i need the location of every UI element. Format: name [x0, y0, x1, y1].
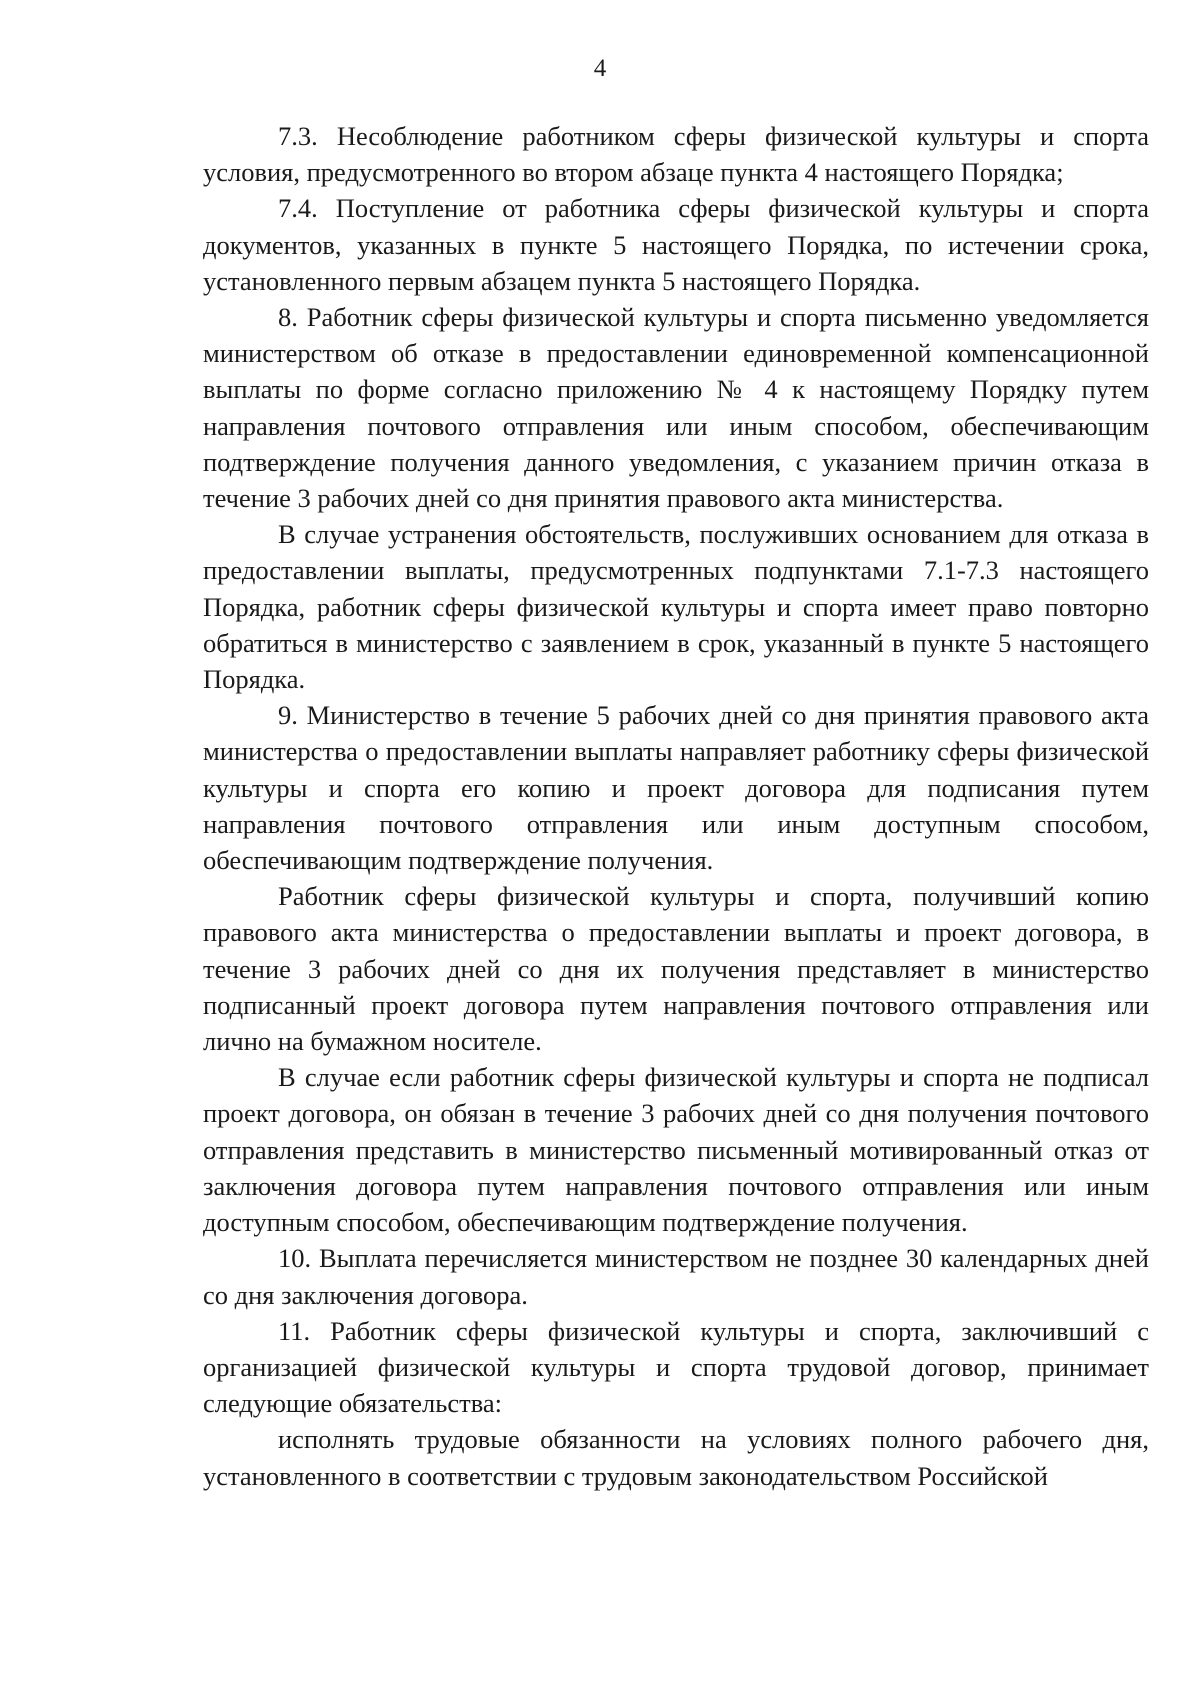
paragraph-9: 9. Министерство в течение 5 рабочих дней со дня принятия правового акта министерства о предоставлении выплаты направляет работнику сферы физической культуры и спорта его копию и проект договора для подписания путем направления почтового отправления или иным доступным способом, обеспечивающим подтверждение получения. [203, 700, 1149, 876]
paragraph-7-4: 7.4. Поступление от работника сферы физической культуры и спорта документов, указанных в пункте 5 настоящего Порядка, по истечении срока, установленного первым абзацем пункта 5 настоящего Порядка. [203, 193, 1149, 296]
paragraph-9-continuation-1: Работник сферы физической культуры и спорта, получивший копию правового акта министерства о предоставлении выплаты и проект договора, в течение 3 рабочих дней со дня их получения представляет в министерство подписанный проект договора путем направления почтового отправления или лично на бумажном носителе. [203, 881, 1149, 1057]
paragraph-11-obligation-1: исполнять трудовые обязанности на условиях полного рабочего дня, установленного в соответствии с трудовым законодательством Российской [203, 1424, 1149, 1491]
paragraph-8: 8. Работник сферы физической культуры и спорта письменно уведомляется министерством об отказе в предоставлении единовременной компенсационной выплаты по форме согласно приложению № 4 к настоящему Порядку путем направления почтового отправления или иным способом, обеспечивающим подтверждение получения данного уведомления, с указанием причин отказа в течение 3 рабочих дней со дня принятия правового акта министерства. [203, 302, 1149, 514]
document-body [203, 118, 1149, 1494]
paragraph-11: 11. Работник сферы физической культуры и спорта, заключивший с организацией физической культуры и спорта трудовой договор, принимает следующие обязательства: [203, 1315, 1149, 1419]
paragraph-10: 10. Выплата перечисляется министерством не позднее 30 календарных дней со дня заключения договора. [203, 1243, 1149, 1310]
paragraph-7-3: 7.3. Несоблюдение работником сферы физической культуры и спорта условия, предусмотренного во втором абзаце пункта 4 настоящего Порядка; [203, 121, 1149, 188]
page-number: 4 [593, 55, 607, 82]
paragraph-9-continuation-2: В случае если работник сферы физической культуры и спорта не подписал проект договора, он обязан в течение 3 рабочих дней со дня получения почтового отправления представить в министерство письменный мотивированный отказ от заключения договора путем направления почтового отправления или иным доступным способом, обеспечивающим подтверждение получения. [203, 1062, 1149, 1238]
paragraph-8-continuation: В случае устранения обстоятельств, послуживших основанием для отказа в предоставлении выплаты, предусмотренных подпунктами 7.1-7.3 настоящего Порядка, работник сферы физической культуры и спорта имеет право повторно обратиться в министерство с заявлением в срок, указанный в пункте 5 настоящего Порядка. [203, 519, 1149, 695]
